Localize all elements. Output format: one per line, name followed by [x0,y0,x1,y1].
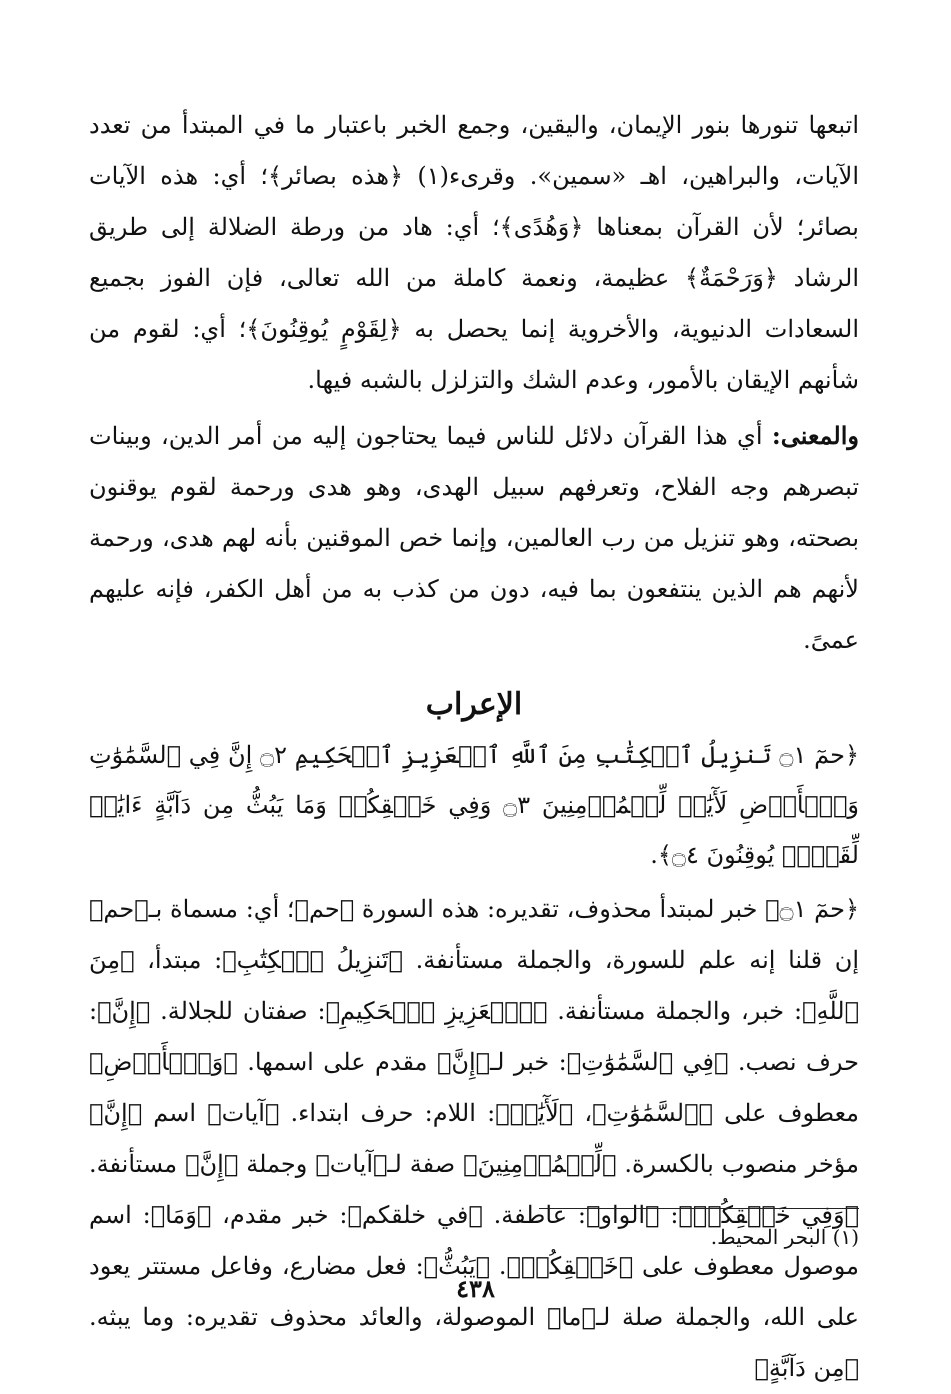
footnote-divider [539,1208,859,1209]
paragraph-meaning [89,410,859,666]
spacer [89,666,859,680]
meaning-text: أي هذا القرآن دلائل للناس فيما يحتاجون إليه من أمر الدين، وبينات تبصرهم وجه الفلاح، وتعرفهم سبيل الهدى، وهو هدى ورحمة لقوم يوقنون بصحته، وهو تنزيل من رب العالمين، وإنما خص الموقنين بأنه لهم هدى، ورحمة لأنهم هم الذين ينتفعون بما فيه، دون من كذب به من أهل الكفر، فإنه عليهم عمىً. [89,422,859,654]
paragraph-i3rab: ﴿حمٓ ۝١﴾ خبر لمبتدأ محذوف، تقديره: هذه السورة ﴿حم﴾؛ أي: مسماة بـ﴿حم﴾ إن قلنا إنه علم للسورة، والجملة مستأنفة. ﴿تَنزِيلُ ٱلۡكِتَٰبِ﴾: مبتدأ، ﴿مِنَ ٱللَّهِ﴾: خبر، والجملة مستأنفة. ﴿ٱلۡعَزِيزِ ٱلۡحَكِيمِ﴾: صفتان للجلالة. ﴿إِنَّ﴾: حرف نصب. ﴿فِي ٱلسَّمَٰوَٰتِ﴾: خبر لـ﴿إِنَّ﴾ مقدم على اسمها. ﴿وَٱلۡأَرۡضِ﴾ معطوف على ﴿ٱلسَّمَٰوَٰتِ﴾، ﴿لَأٓيَٰتٖ﴾: اللام: حرف ابتداء. ﴿آيات﴾ اسم ﴿إِنَّ﴾ مؤخر منصوب بالكسرة. ﴿لِّلۡمُؤۡمِنِينَ﴾ صفة لـ﴿آيات﴾ وجملة ﴿إِنَّ﴾ مستأنفة. ﴿وَفِي خَلۡقِكُمۡ﴾: ﴿الواو﴾: عاطفة. ﴿في خلقكم﴾: خبر مقدم، ﴿وَمَا﴾: اسم موصول معطوف على ﴿خَلۡقِكُمۡ﴾. ﴿يَبُثُّ﴾: فعل مضارع، وفاعل مستتر يعود على الله، والجملة صلة لـ﴿ما﴾ الموصولة، والعائد محذوف تقديره: وما يبثه. ﴿مِن دَآبَّةٍ﴾ [89,895,859,1382]
footnote: (١) البحر المحيط. [710,1225,859,1249]
page-number: ٤٣٨ [456,1274,495,1303]
quran-verse: ﴿حمٓ ۝١ تَنزِيلُ ٱلۡكِتَٰبِ مِنَ ٱللَّهِ ٱلۡعَزِيزِ ٱلۡحَكِيمِ ۝٢ إِنَّ فِي ٱلسَّمَٰوَٰتِ وَٱلۡأَرۡضِ لَأٓيَٰتٖ لِّلۡمُؤۡمِنِينَ ۝٣ وَفِي خَلۡقِكُمۡ وَمَا يَبُثُّ مِن دَآبَّةٍ ءَايَٰتٞ لِّقَوۡمٖ يُوقِنُونَ ۝٤﴾. [89,741,859,869]
paragraph-tafsir: اتبعها تنورها بنور الإيمان، واليقين، وجمع الخبر باعتبار ما في المبتدأ من تعدد الآيات، والبراهين، اهـ «سمين». وقرىء(١) ﴿هذه بصائر﴾؛ أي: هذه الآيات بصائر؛ لأن القرآن بمعناها ﴿وَهُدًى﴾؛ أي: هاد من ورطة الضلالة إلى طريق الرشاد ﴿وَرَحْمَةٌ﴾ عظيمة، ونعمة كاملة من الله تعالى، فإن الفوز بجميع السعادات الدنيوية، والأخروية إنما يحصل به ﴿لِقَوْمٍ يُوقِنُونَ﴾؛ أي: لقوم من شأنهم الإيقان بالأمور، وعدم الشك والتزلزل بالشبه فيها. [89,111,859,394]
section-heading: الإعراب [425,687,523,722]
meaning-lead: والمعنى: [771,421,859,450]
page-body [89,100,859,1394]
